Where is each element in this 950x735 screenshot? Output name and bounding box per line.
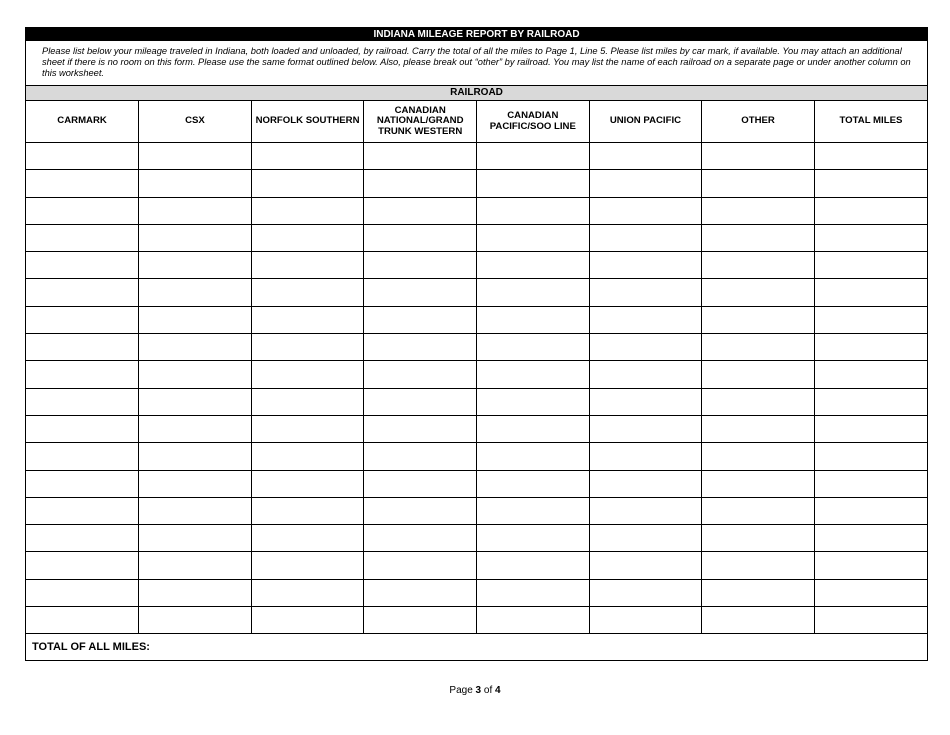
mileage-cell[interactable] [26, 579, 139, 606]
mileage-cell[interactable] [364, 334, 477, 361]
mileage-cell[interactable] [26, 470, 139, 497]
mileage-cell[interactable] [364, 470, 477, 497]
mileage-cell[interactable] [589, 334, 702, 361]
mileage-cell[interactable] [702, 525, 815, 552]
mileage-cell[interactable] [477, 306, 590, 333]
column-header: CANADIAN NATIONAL/GRAND TRUNK WESTERN [364, 101, 477, 143]
mileage-cell[interactable] [477, 525, 590, 552]
mileage-cell[interactable] [589, 552, 702, 579]
mileage-cell[interactable] [251, 552, 364, 579]
mileage-cell[interactable] [589, 525, 702, 552]
mileage-cell[interactable] [814, 361, 927, 388]
mileage-cell[interactable] [814, 525, 927, 552]
total-all-miles-label[interactable]: TOTAL OF ALL MILES: [26, 634, 927, 661]
mileage-cell[interactable] [251, 143, 364, 170]
mileage-cell[interactable] [251, 170, 364, 197]
mileage-cell[interactable] [702, 443, 815, 470]
mileage-cell[interactable] [251, 224, 364, 251]
mileage-cell[interactable] [139, 552, 252, 579]
mileage-cell[interactable] [364, 252, 477, 279]
mileage-cell[interactable] [477, 388, 590, 415]
mileage-cell[interactable] [814, 415, 927, 442]
mileage-cell[interactable] [589, 252, 702, 279]
mileage-cell[interactable] [477, 443, 590, 470]
mileage-cell[interactable] [26, 143, 139, 170]
mileage-cell[interactable] [477, 579, 590, 606]
mileage-cell[interactable] [589, 607, 702, 634]
mileage-cell[interactable] [251, 443, 364, 470]
mileage-cell[interactable] [814, 388, 927, 415]
mileage-cell[interactable] [139, 443, 252, 470]
table-row [26, 607, 927, 634]
table-row [26, 252, 927, 279]
mileage-cell[interactable] [251, 334, 364, 361]
mileage-cell[interactable] [364, 415, 477, 442]
mileage-cell[interactable] [26, 443, 139, 470]
mileage-cell[interactable] [26, 252, 139, 279]
mileage-cell[interactable] [477, 334, 590, 361]
mileage-cell[interactable] [139, 143, 252, 170]
table-row [26, 279, 927, 306]
mileage-cell[interactable] [251, 525, 364, 552]
mileage-cell[interactable] [814, 470, 927, 497]
mileage-cell[interactable] [251, 415, 364, 442]
mileage-cell[interactable] [814, 579, 927, 606]
table-row [26, 197, 927, 224]
mileage-cell[interactable] [26, 279, 139, 306]
mileage-cell[interactable] [364, 525, 477, 552]
mileage-cell[interactable] [814, 552, 927, 579]
mileage-cell[interactable] [477, 252, 590, 279]
mileage-cell[interactable] [589, 415, 702, 442]
mileage-cell[interactable] [702, 361, 815, 388]
table-row [26, 443, 927, 470]
mileage-cell[interactable] [477, 607, 590, 634]
mileage-cell[interactable] [139, 361, 252, 388]
mileage-cell[interactable] [26, 388, 139, 415]
table-row [26, 579, 927, 606]
mileage-cell[interactable] [702, 279, 815, 306]
mileage-cell[interactable] [139, 525, 252, 552]
column-header: CSX [139, 101, 252, 143]
mileage-cell[interactable] [702, 197, 815, 224]
header-row [26, 101, 927, 143]
mileage-cell[interactable] [139, 279, 252, 306]
table-row [26, 224, 927, 251]
mileage-cell[interactable] [139, 415, 252, 442]
mileage-cell[interactable] [589, 306, 702, 333]
mileage-cell[interactable] [251, 388, 364, 415]
mileage-cell[interactable] [589, 279, 702, 306]
column-header: CANADIAN PACIFIC/SOO LINE [477, 101, 590, 143]
table-row [26, 361, 927, 388]
table-row [26, 170, 927, 197]
mileage-cell[interactable] [364, 197, 477, 224]
mileage-cell[interactable] [702, 607, 815, 634]
mileage-cell[interactable] [814, 224, 927, 251]
mileage-cell[interactable] [364, 361, 477, 388]
mileage-cell[interactable] [364, 443, 477, 470]
mileage-cell[interactable] [702, 252, 815, 279]
mileage-cell[interactable] [814, 279, 927, 306]
mileage-report-form [25, 27, 928, 661]
column-header: CARMARK [26, 101, 139, 143]
mileage-cell[interactable] [814, 497, 927, 524]
mileage-cell[interactable] [589, 388, 702, 415]
table-row [26, 334, 927, 361]
mileage-cell[interactable] [26, 306, 139, 333]
mileage-cell[interactable] [26, 361, 139, 388]
mileage-cell[interactable] [589, 197, 702, 224]
table-row [26, 470, 927, 497]
mileage-cell[interactable] [26, 197, 139, 224]
mileage-cell[interactable] [364, 497, 477, 524]
mileage-cell[interactable] [702, 388, 815, 415]
mileage-cell[interactable] [364, 143, 477, 170]
mileage-cell[interactable] [589, 143, 702, 170]
mileage-cell[interactable] [251, 197, 364, 224]
instructions: Please list below your mileage traveled in Indiana, both loaded and unloaded, by railroad. Carry the total of all the miles to Page 1, Line 5. Please list miles by car mark, if available. You may attach an additional sheet if there is no room on this form. Please use the same format outlined below. Also, please break out “other” by railroad. You may list the name of each railroad on a separate page or under another column on this worksheet. [26, 41, 927, 86]
mileage-cell[interactable] [589, 470, 702, 497]
mileage-cell[interactable] [477, 415, 590, 442]
mileage-cell[interactable] [589, 361, 702, 388]
mileage-cell[interactable] [26, 415, 139, 442]
mileage-cell[interactable] [251, 470, 364, 497]
mileage-cell[interactable] [477, 170, 590, 197]
mileage-cell[interactable] [814, 607, 927, 634]
mileage-cell[interactable] [814, 170, 927, 197]
mileage-cell[interactable] [251, 252, 364, 279]
mileage-cell[interactable] [139, 170, 252, 197]
mileage-cell[interactable] [702, 579, 815, 606]
mileage-cell[interactable] [139, 607, 252, 634]
total-row [26, 634, 927, 661]
mileage-cell[interactable] [139, 224, 252, 251]
mileage-cell[interactable] [589, 170, 702, 197]
mileage-cell[interactable] [589, 497, 702, 524]
column-header: NORFOLK SOUTHERN [251, 101, 364, 143]
mileage-cell[interactable] [26, 170, 139, 197]
mileage-cell[interactable] [139, 197, 252, 224]
mileage-cell[interactable] [251, 497, 364, 524]
mileage-cell[interactable] [477, 361, 590, 388]
page-number: 3 [475, 685, 482, 696]
mileage-cell[interactable] [814, 334, 927, 361]
mileage-cell[interactable] [702, 143, 815, 170]
mileage-cell[interactable] [364, 279, 477, 306]
mileage-cell[interactable] [251, 361, 364, 388]
mileage-cell[interactable] [139, 334, 252, 361]
page-total: 4 [495, 685, 501, 696]
mileage-cell[interactable] [814, 306, 927, 333]
mileage-cell[interactable] [814, 443, 927, 470]
mileage-cell[interactable] [477, 497, 590, 524]
railroad-section-label: RAILROAD [26, 86, 927, 101]
mileage-cell[interactable] [364, 579, 477, 606]
mileage-cell[interactable] [251, 579, 364, 606]
mileage-cell[interactable] [814, 143, 927, 170]
mileage-cell[interactable] [364, 306, 477, 333]
mileage-cell[interactable] [702, 470, 815, 497]
mileage-cell[interactable] [364, 552, 477, 579]
column-header: UNION PACIFIC [589, 101, 702, 143]
mileage-cell[interactable] [26, 224, 139, 251]
mileage-cell[interactable] [477, 224, 590, 251]
mileage-cell[interactable] [814, 197, 927, 224]
mileage-cell[interactable] [139, 306, 252, 333]
mileage-cell[interactable] [589, 443, 702, 470]
table-row [26, 525, 927, 552]
mileage-cell[interactable] [364, 607, 477, 634]
mileage-cell[interactable] [702, 497, 815, 524]
form-title: INDIANA MILEAGE REPORT BY RAILROAD [26, 28, 927, 41]
table-row [26, 306, 927, 333]
mileage-cell[interactable] [477, 470, 590, 497]
page-of: of [483, 685, 493, 696]
table-row [26, 552, 927, 579]
mileage-cell[interactable] [251, 279, 364, 306]
mileage-cell[interactable] [139, 388, 252, 415]
table-row [26, 415, 927, 442]
mileage-cell[interactable] [702, 224, 815, 251]
mileage-cell[interactable] [251, 306, 364, 333]
mileage-cell[interactable] [589, 579, 702, 606]
mileage-cell[interactable] [26, 552, 139, 579]
table-row [26, 497, 927, 524]
mileage-cell[interactable] [702, 334, 815, 361]
mileage-cell[interactable] [26, 497, 139, 524]
column-header: OTHER [702, 101, 815, 143]
column-header: TOTAL MILES [814, 101, 927, 143]
table-row [26, 388, 927, 415]
mileage-cell[interactable] [702, 552, 815, 579]
mileage-cell[interactable] [814, 252, 927, 279]
page-footer [0, 685, 950, 696]
mileage-cell[interactable] [139, 497, 252, 524]
mileage-cell[interactable] [251, 607, 364, 634]
mileage-cell[interactable] [589, 224, 702, 251]
mileage-cell[interactable] [702, 306, 815, 333]
mileage-table [26, 101, 927, 660]
mileage-cell[interactable] [477, 552, 590, 579]
mileage-cell[interactable] [477, 279, 590, 306]
mileage-cell[interactable] [139, 470, 252, 497]
mileage-cell[interactable] [702, 170, 815, 197]
mileage-cell[interactable] [26, 607, 139, 634]
mileage-cell[interactable] [364, 388, 477, 415]
mileage-cell[interactable] [477, 197, 590, 224]
mileage-cell[interactable] [477, 143, 590, 170]
mileage-cell[interactable] [26, 525, 139, 552]
mileage-cell[interactable] [26, 334, 139, 361]
page-prefix: Page [449, 685, 473, 696]
mileage-cell[interactable] [702, 415, 815, 442]
table-row [26, 143, 927, 170]
mileage-cell[interactable] [139, 579, 252, 606]
mileage-cell[interactable] [364, 170, 477, 197]
mileage-cell[interactable] [364, 224, 477, 251]
mileage-cell[interactable] [139, 252, 252, 279]
